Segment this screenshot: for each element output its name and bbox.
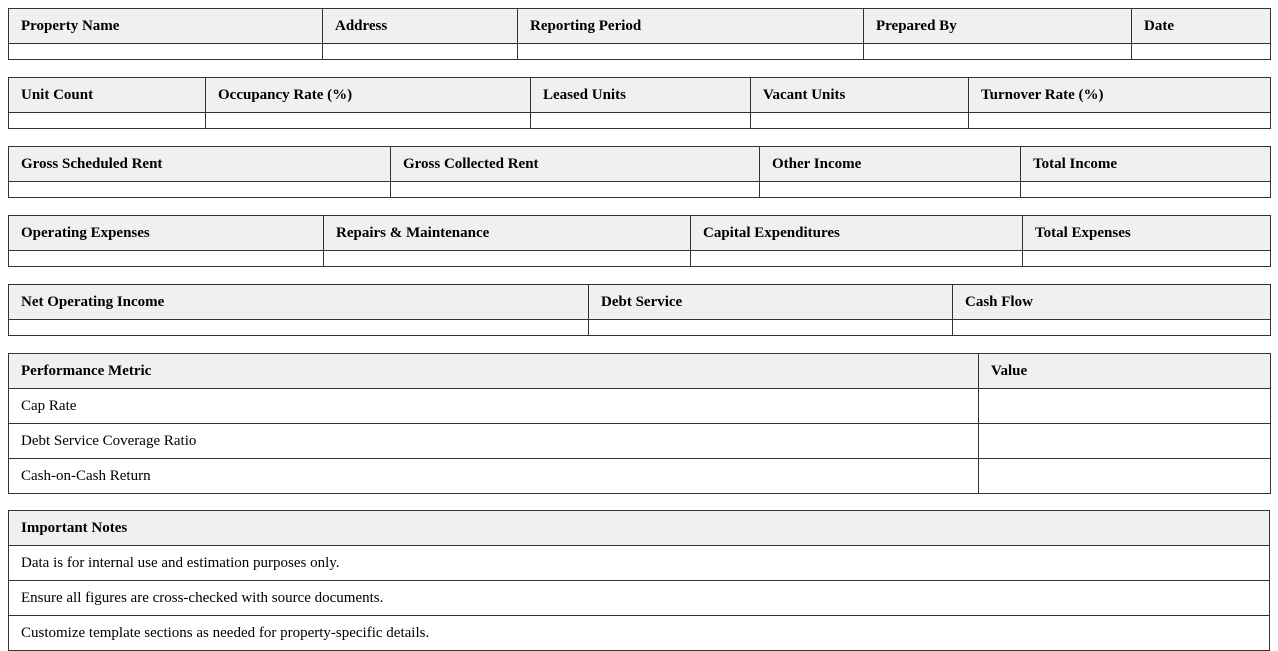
header-net-operating-income: Net Operating Income [9,285,589,320]
header-turnover-rate: Turnover Rate (%) [969,78,1271,113]
header-other-income: Other Income [760,147,1021,182]
header-occupancy-rate: Occupancy Rate (%) [206,78,531,113]
metric-label: Cap Rate [9,389,979,424]
header-cash-flow: Cash Flow [953,285,1271,320]
table-row [9,459,1271,494]
date-cell[interactable] [1132,44,1271,60]
header-unit-count: Unit Count [9,78,206,113]
important-notes-table [8,510,1270,651]
header-date: Date [1132,9,1271,44]
header-total-income: Total Income [1021,147,1271,182]
table-row [9,616,1270,651]
capital-expenditures-cell[interactable] [691,251,1023,267]
cash-flow-table [8,284,1271,336]
occupancy-rate-cell[interactable] [206,113,531,129]
net-operating-income-cell[interactable] [9,320,589,336]
expenses-table [8,215,1271,267]
header-gross-scheduled-rent: Gross Scheduled Rent [9,147,391,182]
header-debt-service: Debt Service [589,285,953,320]
vacant-units-cell[interactable] [751,113,969,129]
note-text: Customize template sections as needed for property-specific details. [9,616,1270,651]
metric-label: Debt Service Coverage Ratio [9,424,979,459]
note-text: Data is for internal use and estimation purposes only. [9,546,1270,581]
performance-metrics-table [8,353,1271,494]
header-gross-collected-rent: Gross Collected Rent [391,147,760,182]
header-property-name: Property Name [9,9,323,44]
header-total-expenses: Total Expenses [1023,216,1271,251]
total-expenses-cell[interactable] [1023,251,1271,267]
property-info-table [8,8,1271,60]
header-prepared-by: Prepared By [864,9,1132,44]
header-capital-expenditures: Capital Expenditures [691,216,1023,251]
table-row [9,581,1270,616]
property-name-cell[interactable] [9,44,323,60]
metric-value-cell[interactable] [979,389,1271,424]
metric-label: Cash-on-Cash Return [9,459,979,494]
table-row [9,424,1271,459]
header-value: Value [979,354,1271,389]
income-table [8,146,1271,198]
metric-value-cell[interactable] [979,459,1271,494]
header-reporting-period: Reporting Period [518,9,864,44]
header-performance-metric: Performance Metric [9,354,979,389]
table-row [9,546,1270,581]
header-repairs-maintenance: Repairs & Maintenance [324,216,691,251]
other-income-cell[interactable] [760,182,1021,198]
turnover-rate-cell[interactable] [969,113,1271,129]
header-vacant-units: Vacant Units [751,78,969,113]
operating-expenses-cell[interactable] [9,251,324,267]
occupancy-table [8,77,1271,129]
note-text: Ensure all figures are cross-checked with source documents. [9,581,1270,616]
gross-collected-rent-cell[interactable] [391,182,760,198]
header-important-notes: Important Notes [9,511,1270,546]
reporting-period-cell[interactable] [518,44,864,60]
unit-count-cell[interactable] [9,113,206,129]
debt-service-cell[interactable] [589,320,953,336]
gross-scheduled-rent-cell[interactable] [9,182,391,198]
header-leased-units: Leased Units [531,78,751,113]
leased-units-cell[interactable] [531,113,751,129]
total-income-cell[interactable] [1021,182,1271,198]
repairs-maintenance-cell[interactable] [324,251,691,267]
table-row [9,389,1271,424]
header-address: Address [323,9,518,44]
metric-value-cell[interactable] [979,424,1271,459]
address-cell[interactable] [323,44,518,60]
header-operating-expenses: Operating Expenses [9,216,324,251]
cash-flow-cell[interactable] [953,320,1271,336]
prepared-by-cell[interactable] [864,44,1132,60]
